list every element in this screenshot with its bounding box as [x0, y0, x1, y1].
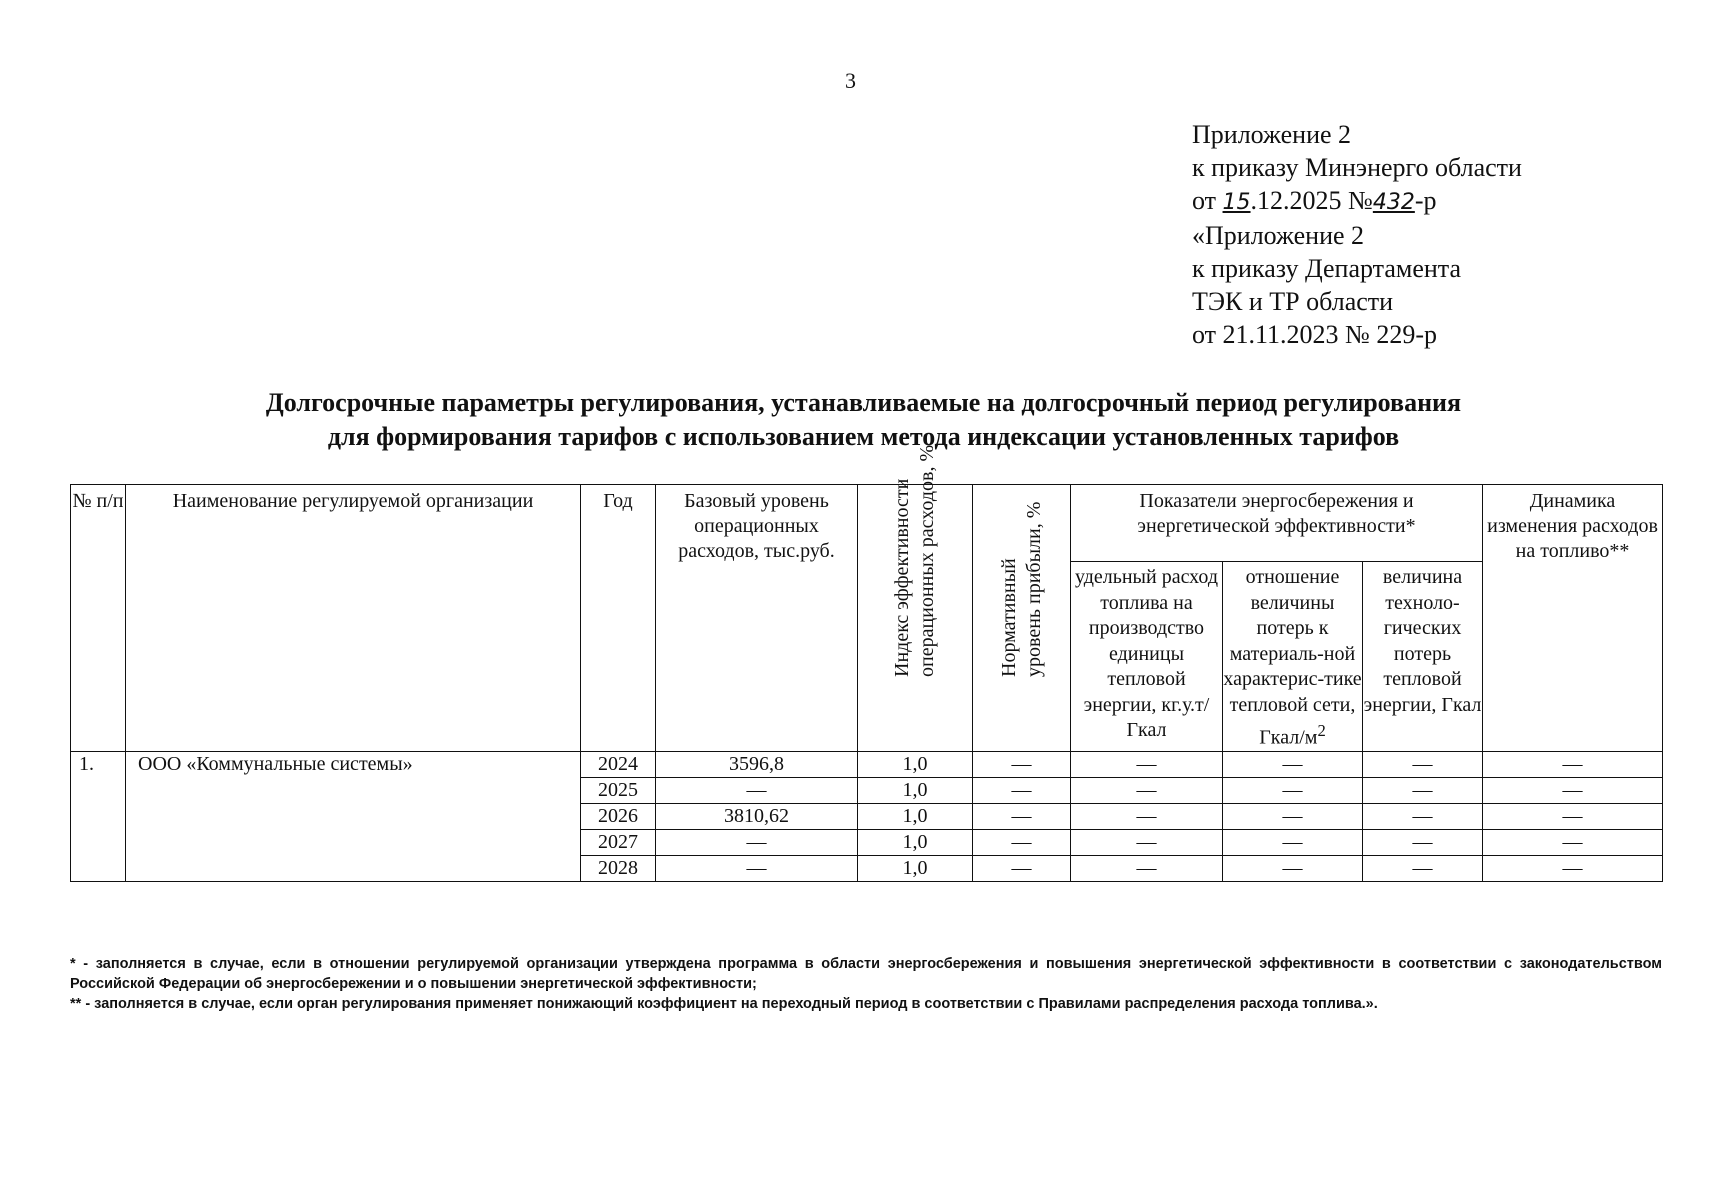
header-line: от 21.11.2023 № 229-р [1192, 320, 1438, 349]
order-date-rest: .12.2025 № [1250, 186, 1373, 215]
table-row [71, 752, 1663, 778]
cell-dynamics: — [1483, 752, 1663, 778]
header-profit-line-1: Нормативный [997, 558, 1020, 678]
cell-dynamics: — [1483, 778, 1663, 804]
cell-ratio: — [1223, 830, 1363, 856]
cell-base: — [656, 856, 858, 882]
header-efficiency-line-2: операционных расходов, % [916, 445, 938, 678]
cell-fuel: — [1071, 856, 1223, 882]
cell-fuel: — [1071, 830, 1223, 856]
cell-dynamics: — [1483, 830, 1663, 856]
header-num: № п/п [71, 485, 126, 752]
header-base-opex: Базовый уровень операционных расходов, тыс.руб. [656, 485, 858, 752]
cell-index: 1,0 [858, 856, 973, 882]
cell-ratio: — [1223, 804, 1363, 830]
footnote-2: ** - заполняется в случае, если орган регулирования применяет понижающий коэффициент на переходный период в соответствии с Правилами распределения расхода топлива.». [70, 996, 1378, 1012]
header-line: ТЭК и ТР области [1192, 287, 1394, 316]
cell-profit: — [973, 856, 1071, 882]
order-date-line [1192, 184, 1522, 219]
handwritten-day: 15 [1222, 190, 1251, 215]
cell-dynamics: — [1483, 804, 1663, 830]
footnotes [70, 954, 1662, 1014]
cell-index: 1,0 [858, 778, 973, 804]
header-fuel-dynamics: Динамика изменения расходов на топливо** [1483, 485, 1663, 752]
cell-profit: — [973, 804, 1071, 830]
header-line: к приказу Минэнерго области [1192, 153, 1522, 182]
title-line-1: Долгосрочные параметры регулирования, устанавливаемые на долгосрочный период регулирования [265, 388, 1462, 417]
footnote-1: * - заполняется в случае, если в отношении регулируемой организации утверждена программа в области энергосбережения и повышения энергетической эффективности в соответствии с законодательством Российской Федерации об энергосбережении и о повышении энергетической эффективности; [70, 956, 1662, 992]
cell-profit: — [973, 752, 1071, 778]
org-number: 1. [71, 752, 126, 882]
cell-base: 3596,8 [656, 752, 858, 778]
title-line-2: для формирования тарифов с использованием метода индексации установленных тарифов [327, 422, 1400, 451]
cell-losses: — [1363, 804, 1483, 830]
cell-year: 2024 [581, 752, 656, 778]
org-name: ООО «Коммунальные системы» [126, 752, 581, 882]
appendix-header [1192, 118, 1522, 351]
cell-losses: — [1363, 856, 1483, 882]
header-organization: Наименование регулируемой организации [126, 485, 581, 752]
cell-fuel: — [1071, 752, 1223, 778]
cell-losses: — [1363, 778, 1483, 804]
cell-losses: — [1363, 830, 1483, 856]
cell-profit: — [973, 778, 1071, 804]
cell-year: 2028 [581, 856, 656, 882]
cell-base: 3810,62 [656, 804, 858, 830]
header-tech-losses: величина техноло-гических потерь тепловой энергии, Гкал [1363, 562, 1483, 752]
parameters-table [70, 445, 1663, 882]
cell-ratio: — [1223, 778, 1363, 804]
cell-base: — [656, 778, 858, 804]
cell-losses: — [1363, 752, 1483, 778]
header-line: к приказу Департамента [1192, 254, 1462, 283]
document-title [0, 386, 1727, 454]
cell-fuel: — [1071, 778, 1223, 804]
header-line: «Приложение 2 [1192, 221, 1365, 250]
cell-year: 2025 [581, 778, 656, 804]
cell-base: — [656, 830, 858, 856]
cell-dynamics: — [1483, 856, 1663, 882]
header-energy-indicators: Показатели энергосбережения и энергетической эффективности* [1071, 485, 1483, 562]
cell-ratio: — [1223, 856, 1363, 882]
handwritten-number: 432 [1372, 190, 1415, 215]
header-loss-ratio-text: отношение величины потерь к материаль-ной характерис-тике тепловой сети, Гкал/м [1223, 566, 1362, 749]
header-year: Год [581, 485, 656, 752]
header-profit-line-2: уровень прибыли, % [1022, 501, 1045, 678]
page-number: 3 [845, 68, 856, 93]
header-specific-fuel: удельный расход топлива на производство единицы тепловой энергии, кг.у.т/Гкал [1071, 562, 1223, 752]
header-loss-ratio [1223, 562, 1363, 752]
header-loss-ratio-sup: 2 [1317, 721, 1326, 740]
cell-index: 1,0 [858, 830, 973, 856]
cell-index: 1,0 [858, 804, 973, 830]
cell-ratio: — [1223, 752, 1363, 778]
cell-profit: — [973, 830, 1071, 856]
order-suffix: -р [1414, 186, 1437, 215]
cell-year: 2026 [581, 804, 656, 830]
cell-index: 1,0 [858, 752, 973, 778]
header-normative-profit [973, 485, 1071, 752]
cell-year: 2027 [581, 830, 656, 856]
header-line: Приложение 2 [1192, 120, 1352, 149]
header-efficiency-index [858, 445, 973, 752]
cell-fuel: — [1071, 804, 1223, 830]
order-prefix: от [1192, 186, 1223, 215]
header-efficiency-line-1: Индекс эффективности [891, 478, 913, 678]
